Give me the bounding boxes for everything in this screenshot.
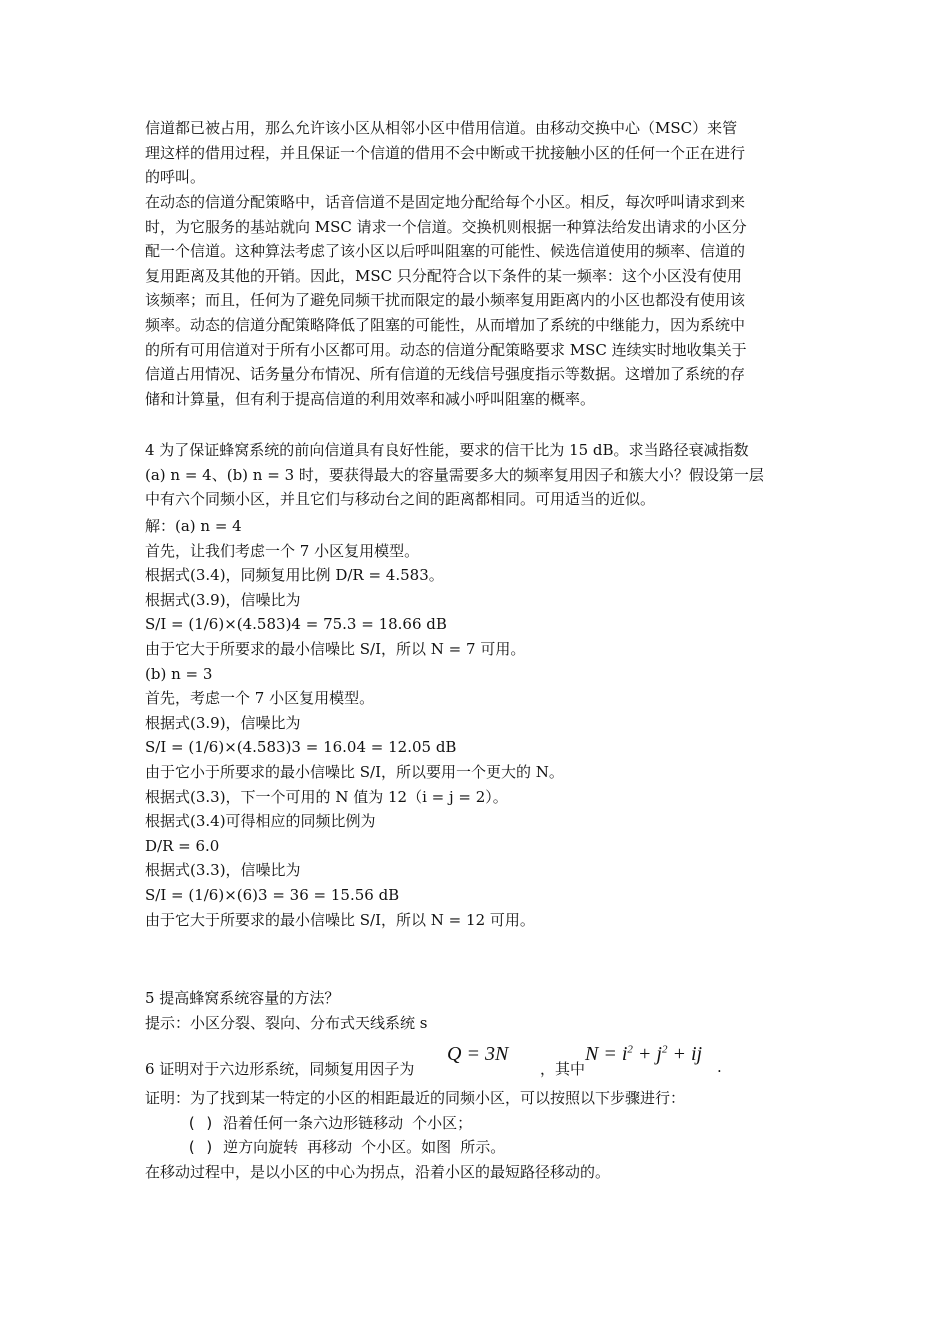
text-line: 的所有可用信道对于所有小区都可用。动态的信道分配策略要求 MSC 连续实时地收集关于 [145,340,747,359]
text-line: 在动态的信道分配策略中，话音信道不是固定地分配给每个小区。相反，每次呼叫请求到来 [145,193,746,211]
reuse-factor-formula: Q = 3N [447,1043,509,1065]
text-line: 4 为了保证蜂窝系统的前向信道具有良好性能，要求的信干比为 15 dB。求当路径衰减指数 [145,441,749,459]
text-line: 时，为它服务的基站就向 MSC 请求一个信道。交换机则根据一种算法给发出请求的小区分 [145,217,747,236]
text-line: 首先，考虑一个 7 小区复用模型。 [145,689,375,708]
text-line: S/I = (1/6)×(4.583)3 = 16.04 = 12.05 dB [145,738,457,757]
text-line: 首先，让我们考虑一个 7 小区复用模型。 [145,541,420,560]
text-line: 根据式(3.9)，信噪比为 [145,590,301,609]
text-line: 根据式(3.4)可得相应的同频比例为 [145,812,376,831]
proof-section [145,1086,810,1184]
text-line: 解：(a) n = 4 [145,517,242,535]
text-line: 信道占用情况、话务量分布情况、所有信道的无线信号强度指示等数据。这增加了系统的存 [145,365,746,384]
proof-step-2: ( ) 逆方向旋转 再移动 个小区。如图 所示。 [187,1138,506,1157]
formula-n-mid: + j [632,1043,662,1065]
text-line: 频率。动态的信道分配策略降低了阻塞的可能性，从而增加了系统的中继能力，因为系统中 [145,315,746,334]
proof-closing: 在移动过程中，是以小区的中心为拐点，沿着小区的最短路径移动的。 [145,1162,611,1181]
text-line: (b) n = 3 [145,664,213,683]
text-line: 配一个信道。这种算法考虑了该小区以后呼叫阻塞的可能性、候选信道使用的频率、信道的 [145,242,746,261]
text-line: 由于它大于所要求的最小信噪比 S/I，所以 N = 7 可用。 [145,639,526,658]
formula-n-end: + ij [667,1043,703,1065]
proof-step-1: ( ) 沿着任何一条六边形链移动 个小区； [187,1113,473,1132]
text-line: 根据式(3.3)，信噪比为 [145,861,301,880]
text-line: 复用距离及其他的开销。因此，MSC 只分配符合以下条件的某一频率：这个小区没有使用 [145,266,742,285]
text-line: 中有六个同频小区，并且它们与移动台之间的距离都相同。可用适当的近似。 [145,490,656,509]
text-line: 根据式(3.4)，同频复用比例 D/R = 4.583。 [145,566,444,585]
text-line: S/I = (1/6)×(4.583)4 = 75.3 = 18.66 dB [145,615,447,634]
question-6 [145,1040,810,1080]
text-line: (a) n = 4、(b) n = 3 时，要获得最大的容量需要多大的频率复用因子和簇大小？假设第一层 [145,465,764,484]
solution-4 [145,514,810,932]
question-6-end: . [717,1058,722,1076]
paragraph-borrowing-channels [145,116,810,190]
text-line: 信道都已被占用，那么允许该小区从相邻小区中借用信道。由移动交换中心（MSC）来管 [145,119,738,137]
text-line: 由于它小于所要求的最小信噪比 S/I，所以要用一个更大的 N。 [145,762,564,781]
text-line: 该频率；而且，任何为了避免同频干扰而限定的最小频率复用距离内的小区也都没有使用该 [145,291,746,310]
cluster-size-formula [585,1043,702,1066]
question-6-prefix: 6 证明对于六边形系统，同频复用因子为 [145,1060,415,1078]
text-line: 根据式(3.3)，下一个可用的 N 值为 12（i = j = 2）。 [145,787,508,806]
question-6-middle: ，其中 [540,1060,586,1078]
text-line: 储和计算量，但有利于提高信道的利用效率和减小呼叫阻塞的概率。 [145,389,596,408]
formula-n-sup2: 2 [661,1043,668,1056]
text-line: 由于它大于所要求的最小信噪比 S/I，所以 N = 12 可用。 [145,910,535,929]
text-line: S/I = (1/6)×(6)3 = 36 = 15.56 dB [145,885,400,904]
question-4 [145,438,810,512]
text-line: 提示：小区分裂、裂向、分布式天线系统 s [145,1013,428,1032]
text-line: 理这样的借用过程，并且保证一个信道的借用不会中断或干扰接触小区的任何一个正在进行 [145,143,746,162]
formula-n-base: N = i [585,1043,628,1065]
text-line: 的呼叫。 [145,168,206,187]
text-line: D/R = 6.0 [145,836,220,855]
formula-n-sup1: 2 [627,1043,633,1056]
paragraph-dynamic-allocation [145,190,810,411]
proof-intro: 证明：为了找到某一特定的小区的相距最近的同频小区，可以按照以下步骤进行： [145,1089,686,1107]
text-line: 根据式(3.9)，信噪比为 [145,713,301,732]
question-5 [145,986,810,1035]
text-line: 5 提高蜂窝系统容量的方法？ [145,989,340,1007]
